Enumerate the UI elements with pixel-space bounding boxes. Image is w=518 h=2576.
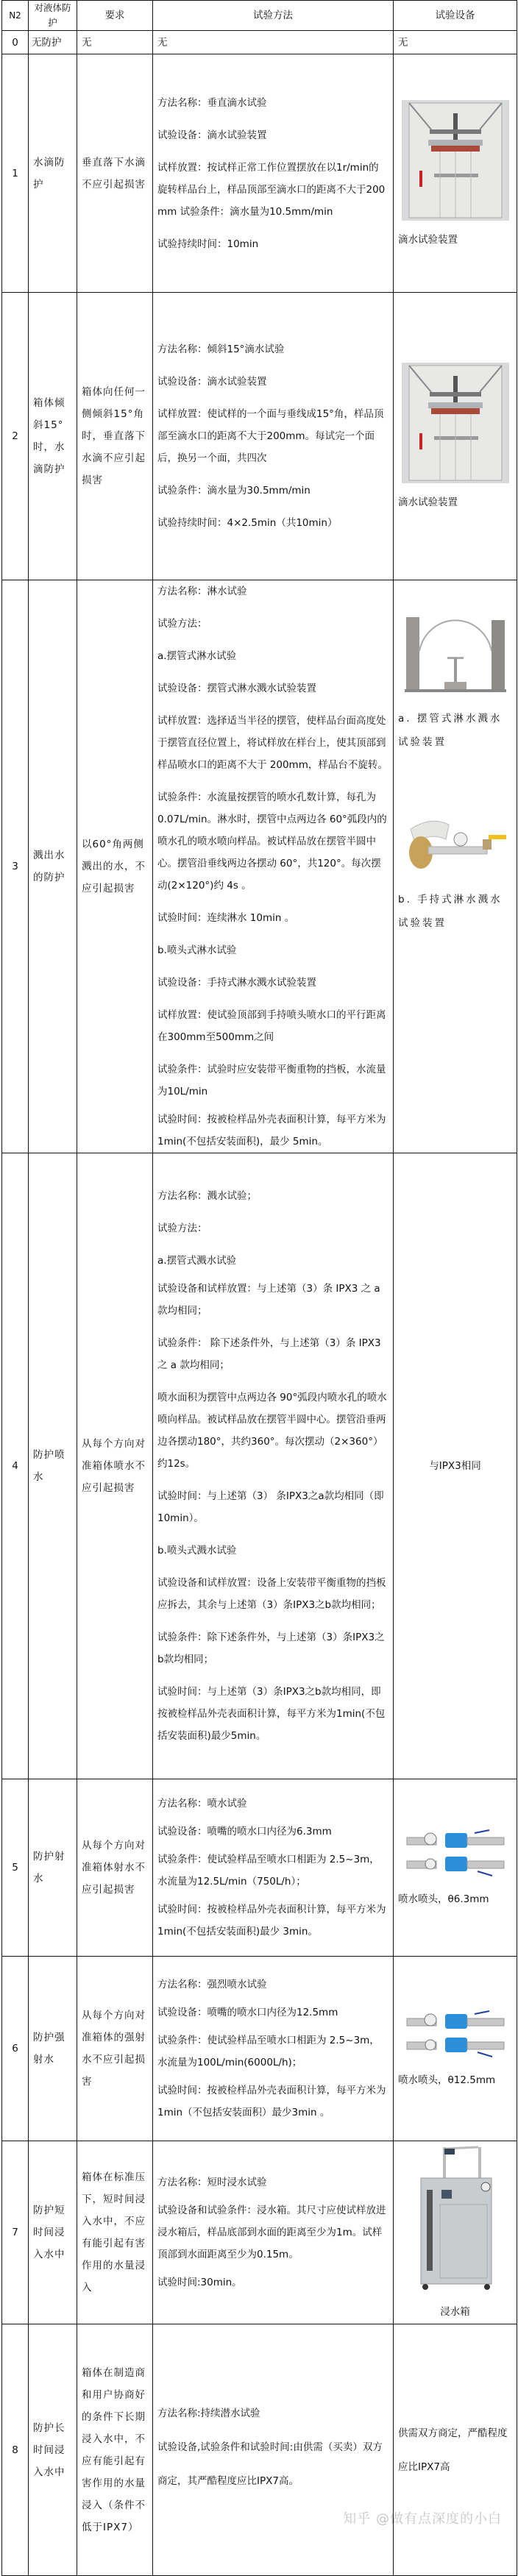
method-line: 试验条件：使试验样品至喷水口相距为 2.5~3m，水流量为100L/min(6000L/h)；	[157, 2035, 380, 2068]
equipment-cell	[394, 2141, 517, 2324]
equipment-caption: 浸水箱	[440, 2306, 470, 2318]
oscillating-tube-apparatus-image	[402, 607, 509, 700]
zhihu-watermark: 知乎 @做有点深度的小白	[343, 2511, 502, 2527]
method-cell	[153, 54, 394, 293]
equipment-cell	[394, 1957, 517, 2141]
spray-nozzle-flowmeter-image	[404, 1829, 507, 1880]
equipment-cell	[394, 1779, 517, 1957]
method-cell	[153, 293, 394, 580]
table-row	[2, 1153, 517, 1779]
table-row	[2, 2324, 517, 2576]
method-cell	[153, 1957, 394, 2141]
equipment-caption: 滴水试验装置	[398, 233, 458, 246]
method-cell	[153, 2141, 394, 2324]
drip-test-apparatus-image	[402, 363, 509, 483]
method-line: 方法名称:持续潜水试验	[157, 2407, 260, 2419]
row-number: 1	[2, 54, 29, 293]
requirement-cell: 箱体向任何一侧倾斜15°角时，垂直落下水滴不应引起损害	[77, 293, 153, 580]
equipment-cell: 无	[394, 31, 517, 54]
row-number: 0	[2, 31, 29, 54]
table-header-row	[2, 1, 517, 31]
protection-cell: 溅出水的防护	[29, 580, 77, 1153]
method-line: b.喷头式溅水试验	[157, 1545, 237, 1556]
method-line: b.喷头式淋水试验	[157, 944, 237, 956]
method-line: 试验设备和试样放置：设备上安装带平衡重物的挡板应拆去，其余与上述第（3）条IPX3之b款均相同；	[157, 1577, 386, 1611]
ip-water-protection-table	[1, 0, 517, 2576]
method-line: 试验条件：试验时应安装带平衡重物的挡板，水流量为10L/min	[157, 1064, 386, 1097]
method-line: 试验时间：与上述第（3） 条IPX3之a款均相同（即 10min）。	[157, 1490, 384, 1524]
method-line: 试样放置：使试验顶部到手持喷头喷水口的平行距离在300mm至500mm之间	[157, 1009, 386, 1043]
equipment-cell	[394, 293, 517, 580]
method-line: 试验时间：与上述第（3）条IPX3之b款均相同，即按被检样品外壳表面积计算，每平方米为1min(不包括安装面积)最少5min。	[157, 1686, 386, 1742]
method-line: 喷水面积为摆管中点两边各 90°弧段内喷水孔的喷水喷向样品。被试样品放在摆管半圆中心。摆管沿垂两边各摆动180°，共约360°。每次摆动（2×360°）约12s。	[157, 1392, 387, 1470]
requirement-cell: 从每个方向对准箱体喷水不应引起损害	[77, 1153, 153, 1779]
table-row	[2, 1779, 517, 1957]
method-line: 试验设备,试验条件和试验时间:由供需（买卖）双方商定，其严酷程度应比IPX7高。	[157, 2441, 383, 2487]
row-number: 8	[2, 2324, 29, 2576]
header-no: N2	[2, 1, 29, 31]
handheld-spray-nozzle-image	[402, 810, 509, 880]
method-line: 试验条件：滴水量为30.5mm/min	[157, 485, 311, 497]
method-line: 试验时间：按被检样品外壳表面积计算，每平方米为1min（不包括安装面积）最少3min 。	[157, 2085, 386, 2118]
equipment-cell: 供需双方商定，严酷程度应比IPX7高	[394, 2324, 517, 2576]
row-number: 6	[2, 1957, 29, 2141]
table-row	[2, 1957, 517, 2141]
method-line: 试验时间：按被检样品外壳表面积计算，每平方米为1min(不包括安装面积)，最少 5min。	[157, 1114, 386, 1148]
method-line: 试验设备：滴水试验装置	[157, 129, 267, 141]
method-line: 试验时间：连续淋水 10min 。	[157, 912, 295, 924]
method-line: 方法名称：喷水试验	[157, 1798, 247, 1810]
protection-cell: 防护喷水	[29, 1153, 77, 1779]
table-row	[2, 54, 517, 293]
table-row	[2, 580, 517, 1153]
requirement-cell: 垂直落下水滴不应引起损害	[77, 54, 153, 293]
method-cell	[153, 1779, 394, 1957]
row-number: 2	[2, 293, 29, 580]
method-line: 方法名称：倾斜15°滴水试验	[157, 344, 285, 355]
header-protection: 对液体防护	[29, 1, 77, 31]
method-line: 方法名称：垂直滴水试验	[157, 96, 267, 109]
method-line: 方法名称：溅水试验；	[157, 1190, 257, 1202]
protection-cell: 无防护	[29, 31, 77, 54]
requirement-cell: 箱体在制造商和用户协商好的条件下长期浸入水中，不应有能引起有害作用的水量浸入（条件不低于IPX7）	[77, 2324, 153, 2576]
method-line: 试样放置：选择适当半径的摆管，使样品台面高度处于摆管直径位置上，将试样放在样台上，使其顶部到样品喷水口的距离不大于 200mm，样品台不旋转。	[157, 715, 388, 771]
method-line: 试验条件：除下述条件外，与上述第（3）条IPX3之b款均相同；	[157, 1632, 385, 1665]
drip-test-apparatus-image	[402, 100, 509, 221]
header-requirement: 要求	[77, 1, 153, 31]
requirement-cell: 箱体在标准压下，短时间浸入水中，不应有能引起有害作用的水量浸入	[77, 2141, 153, 2324]
equipment-caption-a: a. 摆管式淋水溅水试验装置	[398, 713, 503, 748]
spray-nozzle-flowmeter-image	[404, 2010, 507, 2061]
equipment-cell	[394, 54, 517, 293]
header-method: 试验方法	[153, 1, 394, 31]
row-number: 4	[2, 1153, 29, 1779]
equipment-caption: 喷水喷头，θ12.5mm	[398, 2074, 496, 2086]
method-line: 试验设备和试验条件：浸水箱。其尺寸应使试样放进浸水箱后，样品底部到水面的距离至少为1m。试样顶部到水面距离至少为0.15m。	[157, 2205, 386, 2260]
method-line: 试验设备：手持式淋水溅水试验装置	[157, 977, 316, 989]
table-row	[2, 293, 517, 580]
method-cell	[153, 580, 394, 1153]
method-line: 试验条件：使试验样品至喷水口相距为 2.5~3m，水流量为12.5L/min（750L/h）；	[157, 1854, 380, 1887]
method-line: 方法名称：淋水试验	[157, 586, 247, 597]
method-line: 试样放置：按试样正常工作位置摆放在以1r/min的旋转样品台上，样品顶部至滴水口的距离不大于200mm 试验条件：滴水量为10.5mm/min	[157, 161, 386, 218]
method-line: 试验设备和试样放置：与上述第（3）条 IPX3 之 a 款均相同；	[157, 1283, 380, 1317]
method-cell	[153, 1153, 394, 1779]
requirement-cell: 从每个方向对准箱体射水不应引起损害	[77, 1779, 153, 1957]
method-line: a.摆管式溅水试验	[157, 1255, 237, 1267]
requirement-cell: 从每个方向对准箱体的强射水不应引起损害	[77, 1957, 153, 2141]
method-line: 试验持续时间：4×2.5min（共10min）	[157, 517, 338, 529]
row-number: 5	[2, 1779, 29, 1957]
protection-cell: 防护射水	[29, 1779, 77, 1957]
method-line: 试验条件：水流量按摆管的喷水孔数计算，每孔为 0.07L/min。淋水时，摆管中点两边各 60°弧段内的喷水孔的喷水喷向样品。被试样品放在摆管半圆中心。摆管沿垂线两边各摆动 60°，共120°。每次摆动(2×120°)约 4s 。	[157, 791, 387, 892]
method-line: 试样放置：使试样的一个面与垂线成15°角，样品顶部至滴水口的距离不大于200mm。每试完一个面后，换另一个面，共四次	[157, 408, 384, 464]
method-line: 试验方法：	[157, 618, 207, 630]
method-line: 方法名称：强烈喷水试验	[157, 1979, 267, 1990]
header-equipment: 试验设备	[394, 1, 517, 31]
method-line: 试验持续时间：10min	[157, 238, 259, 250]
equipment-caption-b: b. 手持式淋水溅水试验装置	[398, 894, 503, 929]
equipment-caption: 喷水喷头，θ6.3mm	[398, 1893, 489, 1905]
method-line: 试验设备：滴水试验装置	[157, 376, 267, 388]
immersion-tank-image	[415, 2146, 496, 2293]
requirement-cell: 无	[77, 31, 153, 54]
table-row	[2, 31, 517, 54]
protection-cell: 防护短时间浸入水中	[29, 2141, 77, 2324]
row-number: 3	[2, 580, 29, 1153]
method-line: 方法名称：短时浸水试验	[157, 2177, 267, 2188]
protection-cell: 水滴防护	[29, 54, 77, 293]
method-cell: 无	[153, 31, 394, 54]
method-line: 试验方法：	[157, 1223, 207, 1234]
method-line: 试验时间：按被检样品外壳表面积计算，每平方米为 1min(不包括安装面积)最少 3min。	[157, 1904, 386, 1938]
method-cell	[153, 2324, 394, 2576]
equipment-cell: 与IPX3相同	[394, 1153, 517, 1779]
protection-cell: 防护强射水	[29, 1957, 77, 2141]
method-line: 试验条件： 除下述条件外，与上述第（3）条 IPX3 之 a 款均相同；	[157, 1337, 381, 1371]
row-number: 7	[2, 2141, 29, 2324]
table-row	[2, 2141, 517, 2324]
method-line: 试验设备：摆管式淋水溅水试验装置	[157, 683, 316, 694]
protection-cell: 防护长时间浸入水中	[29, 2324, 77, 2576]
method-line: a.摆管式淋水试验	[157, 650, 237, 662]
method-line: 试验时间:30min。	[157, 2277, 242, 2288]
equipment-cell	[394, 580, 517, 1153]
requirement-cell: 以60°角两侧溅出的水，不应引起损害	[77, 580, 153, 1153]
protection-cell: 箱体倾斜15°时，水滴防护	[29, 293, 77, 580]
method-line: 试验设备：喷嘴的喷水口内径为12.5mm	[157, 2007, 338, 2018]
equipment-caption: 滴水试验装置	[398, 497, 458, 508]
method-line: 试验设备：喷嘴的喷水口内径为6.3mm	[157, 1826, 332, 1837]
